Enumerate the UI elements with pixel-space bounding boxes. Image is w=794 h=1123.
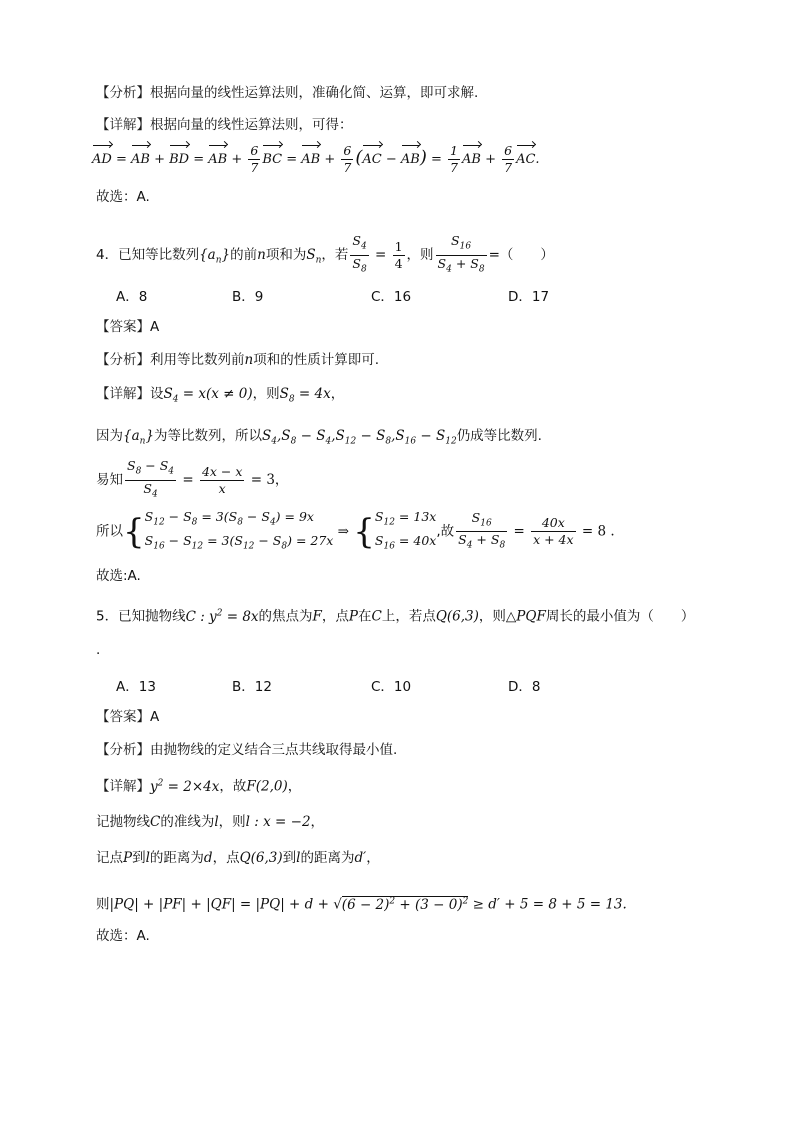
detail-let: 设	[150, 386, 164, 402]
q4-option-d: D．17	[508, 289, 550, 305]
because-text: 因为	[96, 428, 123, 444]
q5-answer	[96, 707, 159, 727]
answer-tag: 【答案】	[96, 319, 150, 335]
detail-tag: 【详解】	[96, 778, 150, 795]
analysis-text: 由抛物线的定义结合三点共线取得最小值.	[150, 742, 398, 758]
detail-text: 根据向量的线性运算法则，可得：	[150, 117, 353, 133]
directrix-mid: 的准线为	[160, 814, 215, 830]
q5-stem-prefix: 5．已知抛物线	[96, 608, 186, 625]
q4-conclusion: 故选:A.	[96, 568, 141, 584]
analysis-text2: 项和的性质计算即可.	[253, 352, 379, 368]
q4-system: 所以{$S_{12} - S_8 = 3(S_8 - S_4) = 9x$ $S_{16} - S_{12} = 3(S_{12} - S_8) = 27x$ ⇒ {$S_{12} = 13x$ $S_{16} = 40x$,故 $\frac{S_{16}}{S_4 + S_8}$ = $\frac{40x}{x + 4x}$ = 8 .	[96, 509, 615, 552]
q4-option-a: A．8	[116, 289, 148, 305]
q5-stem-end: 周长的最小值为（ ）	[545, 608, 695, 625]
dist-mid5: 的距离为	[300, 850, 355, 866]
q4-stem-if: ，若	[321, 247, 349, 263]
q4-stem-mid: 的前	[230, 247, 258, 263]
q5-analysis	[96, 740, 397, 760]
q5-option-a: A．13	[116, 679, 156, 695]
dist-mid3: ，点	[212, 850, 240, 866]
q4-option-b: B．9	[232, 289, 264, 305]
q5-stem-mid2: ，点	[321, 608, 349, 625]
analysis-tag: 【分析】	[96, 85, 150, 101]
because-end: 仍成等比数列.	[456, 428, 542, 444]
answer-value: A	[150, 319, 160, 335]
analysis-text: 利用等比数列前	[150, 352, 245, 368]
q3-vector-equation: AD = AB + BD = AB + $\frac{6}{7}$ BC = AB + $\frac{6}{7}$ (AC − AB) = $\frac{1}{7}$ AB + $\frac{6}{7}$ AC.	[92, 143, 540, 175]
q5-stem-mid4: 上，若点	[381, 608, 436, 625]
q5-option-c: C．10	[371, 679, 412, 695]
q3-analysis	[96, 83, 478, 103]
because-mid: 为等比数列，所以	[154, 428, 263, 444]
q5-final: 则$|PQ| + |PF| + |QF| = |PQ| + d + √(6 - 2)^2 + (3 - 0)^2 \ge d' + 5 = 8 + 5 = 13$.	[96, 896, 627, 913]
analysis-text: 根据向量的线性运算法则，准确化简、运算，即可求解.	[150, 85, 479, 101]
directrix-text: 记抛物线	[96, 814, 150, 830]
q3-detail	[96, 115, 353, 135]
q4-stem: 4．已知等比数列$\{a_n\}$的前n项和为$S_n$，若 $\frac{S_4}{S_8}$ = $\frac{1}{4}$ ，则 $\frac{S_{16}}{S_4 + S_8}$ =（ ）	[96, 233, 554, 274]
q5-directrix: 记抛物线C的准线为l，则l : x = −2，	[96, 814, 325, 830]
q5-distance: 记点P到l的距离为d，点Q(6,3)到l的距离为d′，	[96, 850, 380, 866]
q4-because: 因为$\{a_n\}$为等比数列，所以$S_4,S_8 - S_4,S_{12} - S_8,S_{16} - S_{12}$仍成等比数列.	[96, 428, 542, 447]
answer-tag: 【答案】	[96, 709, 150, 725]
q4-analysis: 【分析】利用等比数列前n项和的性质计算即可.	[96, 352, 379, 368]
directrix-then: ，则	[218, 814, 246, 830]
q4-answer	[96, 317, 159, 337]
therefore-text: ,故	[436, 523, 455, 540]
q4-detail: 【详解】设$S_4 = x(x \ne 0)$，则$S_8 = 4x$，	[96, 386, 345, 405]
final-then: 则	[96, 896, 110, 913]
q3-conclusion: 故选：A.	[96, 189, 150, 205]
q4-stem-mid2: 项和为	[265, 247, 307, 263]
detail-so: ，故	[219, 778, 247, 795]
q4-stem-end: =（ ）	[488, 247, 554, 263]
so-text: 所以	[96, 523, 123, 540]
dist-mid2: 的距离为	[149, 850, 204, 866]
dist-text: 记点	[96, 850, 123, 866]
q4-stem-then: ，则	[406, 247, 434, 263]
q5-detail: 【详解】$y^2 = 2\times 4x$，故F(2,0)，	[96, 778, 302, 795]
dist-mid: 到	[132, 850, 146, 866]
q5-stem-mid3: 在	[358, 608, 372, 625]
q5-option-d: D．8	[508, 679, 541, 695]
detail-then: ，则	[252, 386, 280, 402]
analysis-tag: 【分析】	[96, 742, 150, 758]
dist-mid4: 到	[282, 850, 297, 866]
q5-stem-mid5: ，则	[478, 608, 506, 625]
q5-option-b: B．12	[232, 679, 272, 695]
q4-option-c: C．16	[371, 289, 412, 305]
q5-stem-mid: 的焦点为	[258, 608, 313, 625]
q4-stem-prefix: 4．已知等比数列	[96, 247, 200, 263]
detail-tag: 【详解】	[96, 386, 150, 402]
q5-stem-dot: .	[96, 642, 101, 658]
q4-easy: 易知 $\frac{S_8 - S_4}{S_4}$ = $\frac{4x - x}{x}$ = 3，	[96, 458, 289, 499]
answer-value: A	[150, 709, 160, 725]
detail-tag: 【详解】	[96, 117, 150, 133]
analysis-tag: 【分析】	[96, 352, 150, 368]
easy-text: 易知	[96, 472, 123, 488]
q5-stem: 5．已知抛物线C : $y^2 = 8x$的焦点为F，点P在C上，若点Q(6,3)，则△PQF周长的最小值为（ ）	[96, 608, 695, 625]
q5-conclusion: 故选：A.	[96, 928, 150, 944]
